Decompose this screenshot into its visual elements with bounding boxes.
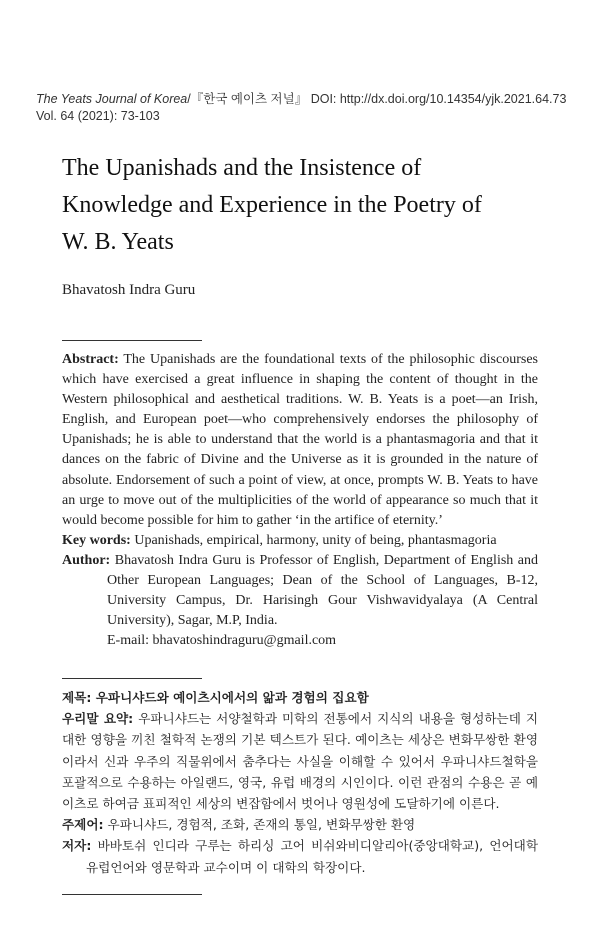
korean-author-paragraph — [62, 835, 538, 877]
korean-keywords-label: 주제어: — [62, 817, 104, 833]
korean-keywords-paragraph — [62, 814, 538, 835]
abstract-text: The Upanishads are the foundational texts of the philosophic discourses which have exercised a great influence in shaping the content of thought in the Western philosophical and aesthetical traditions. W. B. Yeats is a poet—an Irish, English, and European poet—who comprehensively endorses the philosophy of Upanishads; he is able to understand that the world is a phantasmagoria and that it dances on the fabric of Divine and the Universe as it is grounded in the nature of absolute. Endorsement of such a point of view, at once, prompts W. B. Yeats to have an urge to move out of the multiplicities of the world of appearance so much that it would become possible for him to gather ‘in the artifice of eternity.’ — [62, 352, 538, 528]
author-info-label: Author: — [62, 552, 111, 568]
paper-title — [62, 150, 562, 261]
title-line-3: W. B. Yeats — [62, 229, 174, 255]
author-name: Bhavatosh Indra Guru — [62, 282, 196, 298]
korean-summary-text: 우파니샤드는 서양철학과 미학의 전통에서 지식의 내용을 형성하는데 지대한 영향을 끼친 철학적 논쟁의 기본 텍스트가 된다. 예이츠는 세상은 변화무쌍한 환영이라서 신과 우주의 직물위에서 춤추다는 사실을 이해할 수 있어서 우파니샤드철학을 포괄적으로 수용하는 아일랜드, 영국, 유럽 배경의 시인이다. 이런 관점의 수용은 곧 예이츠로 하여금 표피적인 세상의 변잡함에서 벗어나 영원성에 도달하기에 이른다. — [62, 711, 539, 812]
author-info-paragraph — [62, 551, 538, 631]
journal-korean-name: /『한국 예이츠 저널』 — [187, 92, 308, 106]
korean-author-label: 저자: — [62, 838, 92, 854]
korean-keywords-text: 우파니샤드, 경험적, 조화, 존재의 통일, 변화무쌍한 환영 — [103, 817, 416, 833]
divider-rule-bottom — [62, 894, 202, 895]
title-line-1: The Upanishads and the Insistence of — [62, 155, 422, 181]
abstract-label: Abstract: — [62, 352, 119, 367]
korean-title-label: 제목: — [62, 690, 92, 705]
korean-summary-label: 우리말 요약: — [62, 711, 134, 727]
journal-header — [36, 91, 576, 125]
journal-citation-line — [36, 91, 576, 108]
korean-summary-paragraph — [62, 708, 538, 814]
author-email: E-mail: bhavatoshindraguru@gmail.com — [107, 633, 337, 649]
abstract-paragraph — [62, 350, 538, 531]
korean-abstract-section — [62, 687, 538, 878]
korean-title-paragraph — [62, 687, 538, 708]
divider-rule-middle — [62, 678, 202, 679]
korean-title-text: 우파니샤드와 예이츠시에서의 앎과 경험의 집요함 — [91, 690, 369, 705]
abstract-section — [62, 350, 538, 651]
author-info-text: Bhavatosh Indra Guru is Professor of English, Department of English and Other European Languages; Dean of the School of Languages, B-12, University Campus, Dr. Harisingh Gour Vishwavidyalaya (A Central University), Sagar, M.P, India. — [107, 552, 538, 629]
volume-line: Vol. 64 (2021): 73-103 — [36, 109, 160, 123]
doi-text: DOI: http://dx.doi.org/10.14354/yjk.2021.64.73 — [307, 92, 567, 106]
divider-rule-top — [62, 340, 202, 341]
journal-name: The Yeats Journal of Korea — [36, 92, 188, 106]
keywords-paragraph — [62, 531, 538, 551]
keywords-label: Key words: — [62, 532, 131, 548]
title-line-2: Knowledge and Experience in the Poetry of — [62, 192, 482, 218]
keywords-text: Upanishads, empirical, harmony, unity of being, phantasmagoria — [130, 532, 497, 548]
korean-author-text: 바바토쉬 인디라 구루는 하리싱 고어 비쉬와비디알리아(중앙대학교), 언어대학 유럽언어와 영문학과 교수이며 이 대학의 학장이다. — [86, 838, 538, 875]
